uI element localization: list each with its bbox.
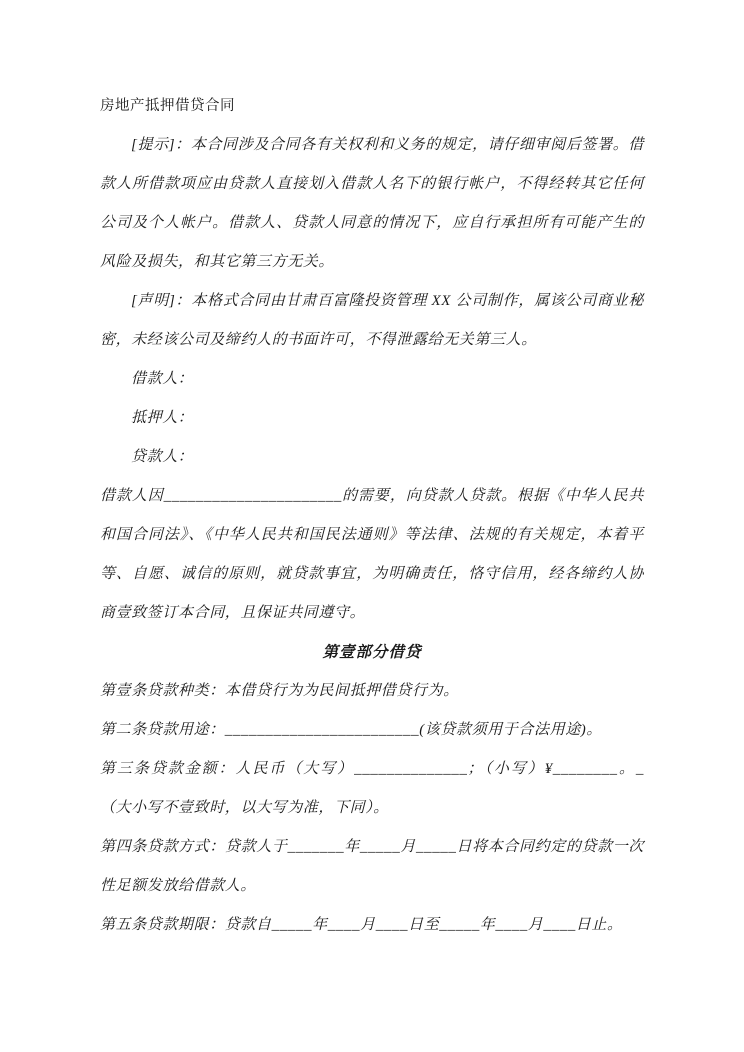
contract-title: 房地产抵押借贷合同 — [100, 98, 235, 114]
clause-2-loan-purpose: 第二条贷款用途：________________________(该贷款须用于合法用途)。 — [100, 722, 602, 738]
clause-4-loan-method: 第四条贷款方式：贷款人于_______年_____月_____日将本合同约定的贷款一次性足额发放给借款人。 — [100, 839, 644, 894]
section-heading-part-one: 第壹部分借贷 — [322, 644, 422, 661]
notice-paragraph: [提示]：本合同涉及合同各有关权利和义务的规定，请仔细审阅后签署。借款人所借款项应由贷款人直接划入借款人名下的银行帐户，不得经转其它任何公司及个人帐户。借款人、贷款人同意的情况下，应自行承担所有可能产生的风险及损失，和其它第三方无关。 — [100, 137, 644, 270]
borrower-label-line: 借款人： — [131, 371, 194, 387]
clause-1-loan-type: 第壹条贷款种类：本借贷行为为民间抵押借贷行为。 — [100, 683, 459, 699]
clause-5-loan-term: 第五条贷款期限：贷款自_____年____月____日至_____年____月____日止。 — [100, 917, 623, 933]
statement-paragraph: [声明]：本格式合同由甘肃百富隆投资管理 XX 公司制作，属该公司商业秘密，未经该公司及缔约人的书面许可，不得泄露给无关第三人。 — [100, 293, 644, 348]
clause-3-loan-amount: 第三条贷款金额：人民币（大写）______________；（小写）¥________。_（大小写不壹致时，以大写为准，下同）。 — [100, 761, 644, 816]
preamble-paragraph: 借款人因______________________的需要，向贷款人贷款。根据《中华人民共和国合同法》、《中华人民共和国民法通则》等法律、法规的有关规定，本着平等、自愿、诚信的原则，就贷款事宜，为明确责任，恪守信用，经各缔约人协商壹致签订本合同，且保证共同遵守。 — [100, 488, 644, 621]
lender-label-line: 贷款人： — [131, 449, 194, 465]
mortgagor-label-line: 抵押人： — [131, 410, 194, 426]
